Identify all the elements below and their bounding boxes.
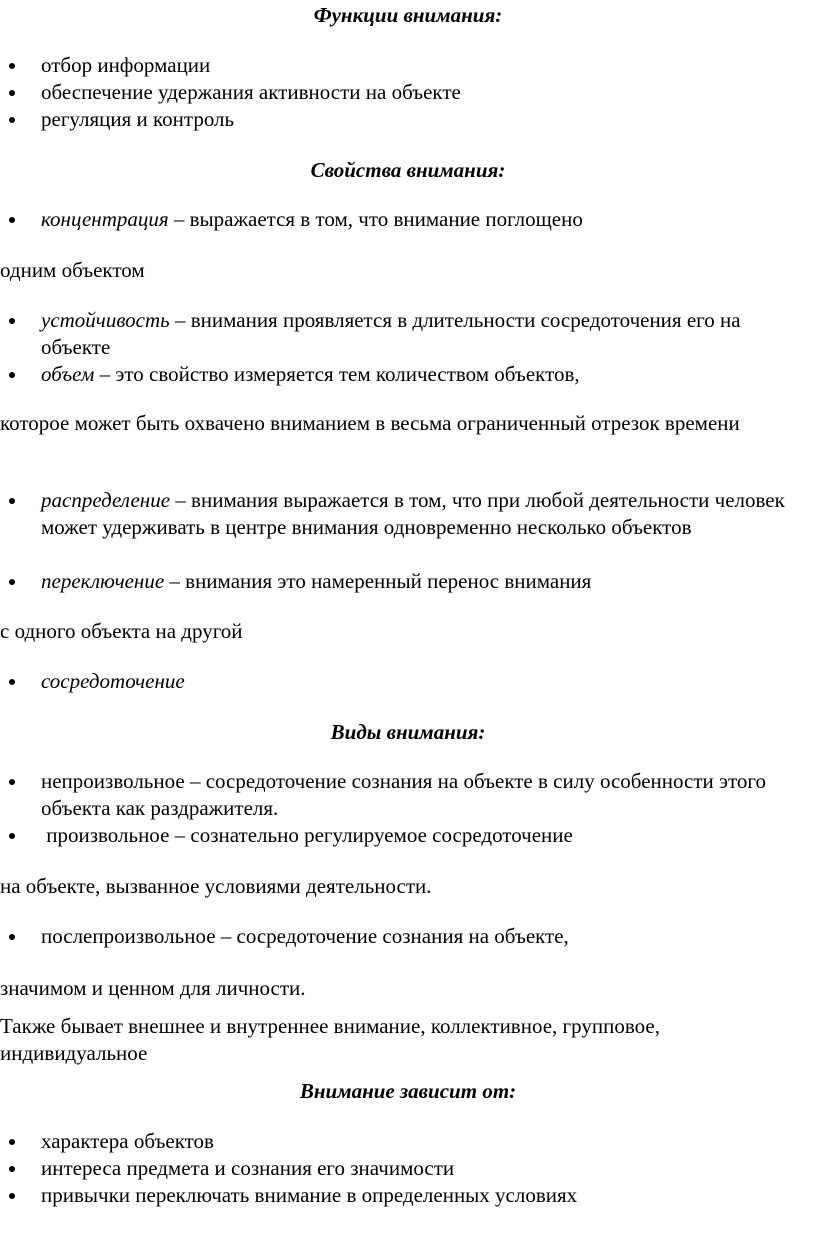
bullet-icon xyxy=(9,833,15,839)
bullet-icon xyxy=(9,90,15,96)
paragraph: на объекте, вызванное условиями деятельности. xyxy=(0,874,432,898)
list-item-text: характера объектов xyxy=(41,1129,214,1153)
bullet-icon xyxy=(9,117,15,123)
term-concentration: концентрация xyxy=(41,207,169,231)
definition-distribution: – внимания выражается в том, что при любой деятельности человек может удерживать в центре внимания одновременно несколько объектов xyxy=(41,488,785,539)
bullet-icon xyxy=(9,779,15,785)
paragraph: Также бывает внешнее и внутреннее внимание, коллективное, групповое, индивидуальное xyxy=(0,1014,660,1065)
depends-heading: Внимание зависит от: xyxy=(299,1079,517,1103)
paragraph: одним объектом xyxy=(0,258,145,282)
list-item-text: интереса предмета и сознания его значимости xyxy=(41,1156,455,1180)
definition-switching: – внимания это намеренный перенос внимания xyxy=(164,569,592,593)
bullet-icon xyxy=(9,498,15,504)
list-item-text: обеспечение удержания активности на объекте xyxy=(41,80,461,104)
definition-volume: – это свойство измеряется тем количеством объектов, xyxy=(94,362,580,386)
bullet-icon xyxy=(9,1193,15,1199)
list-item-text: привычки переключать внимание в определенных условиях xyxy=(41,1183,578,1207)
functions-heading: Функции внимания: xyxy=(313,3,503,27)
bullet-icon xyxy=(9,63,15,69)
list-item-text xyxy=(41,361,800,388)
definition-stability: – внимания проявляется в длительности сосредоточения его на объекте xyxy=(41,308,741,359)
bullet-icon xyxy=(9,318,15,324)
list-item-text xyxy=(41,487,800,541)
term-switching: переключение xyxy=(41,569,165,593)
paragraph: значимом и ценном для личности. xyxy=(0,976,306,1000)
list-item-text: послепроизвольное – сосредоточение сознания на объекте, xyxy=(41,924,569,948)
term-stability: устойчивость xyxy=(41,308,170,332)
term-volume: объем xyxy=(41,362,95,386)
types-heading: Виды внимания: xyxy=(330,720,486,744)
term-focus: сосредоточение xyxy=(41,669,185,693)
list-item-text xyxy=(41,668,800,695)
list-item-text: отбор информации xyxy=(41,53,211,77)
bullet-icon xyxy=(9,1166,15,1172)
paragraph: с одного объекта на другой xyxy=(0,619,243,643)
bullet-icon xyxy=(9,579,15,585)
term-distribution: распределение xyxy=(41,488,171,512)
bullet-icon xyxy=(9,679,15,685)
list-item-text: регуляция и контроль xyxy=(41,107,235,131)
bullet-icon xyxy=(9,372,15,378)
bullet-icon xyxy=(9,1139,15,1145)
list-item-text xyxy=(41,206,800,233)
paragraph: которое может быть охвачено вниманием в весьма ограниченный отрезок времени xyxy=(0,411,740,435)
list-item-text: произвольное – сознательно регулируемое сосредоточение xyxy=(41,823,573,847)
bullet-icon xyxy=(9,217,15,223)
list-item-text xyxy=(41,568,800,595)
list-item-text: непроизвольное – сосредоточение сознания на объекте в силу особенности этого объекта как раздражителя. xyxy=(41,769,767,820)
definition-concentration: – выражается в том, что внимание поглощено xyxy=(168,207,583,231)
properties-heading: Свойства внимания: xyxy=(310,158,506,182)
list-item-text xyxy=(41,307,800,361)
bullet-icon xyxy=(9,934,15,940)
